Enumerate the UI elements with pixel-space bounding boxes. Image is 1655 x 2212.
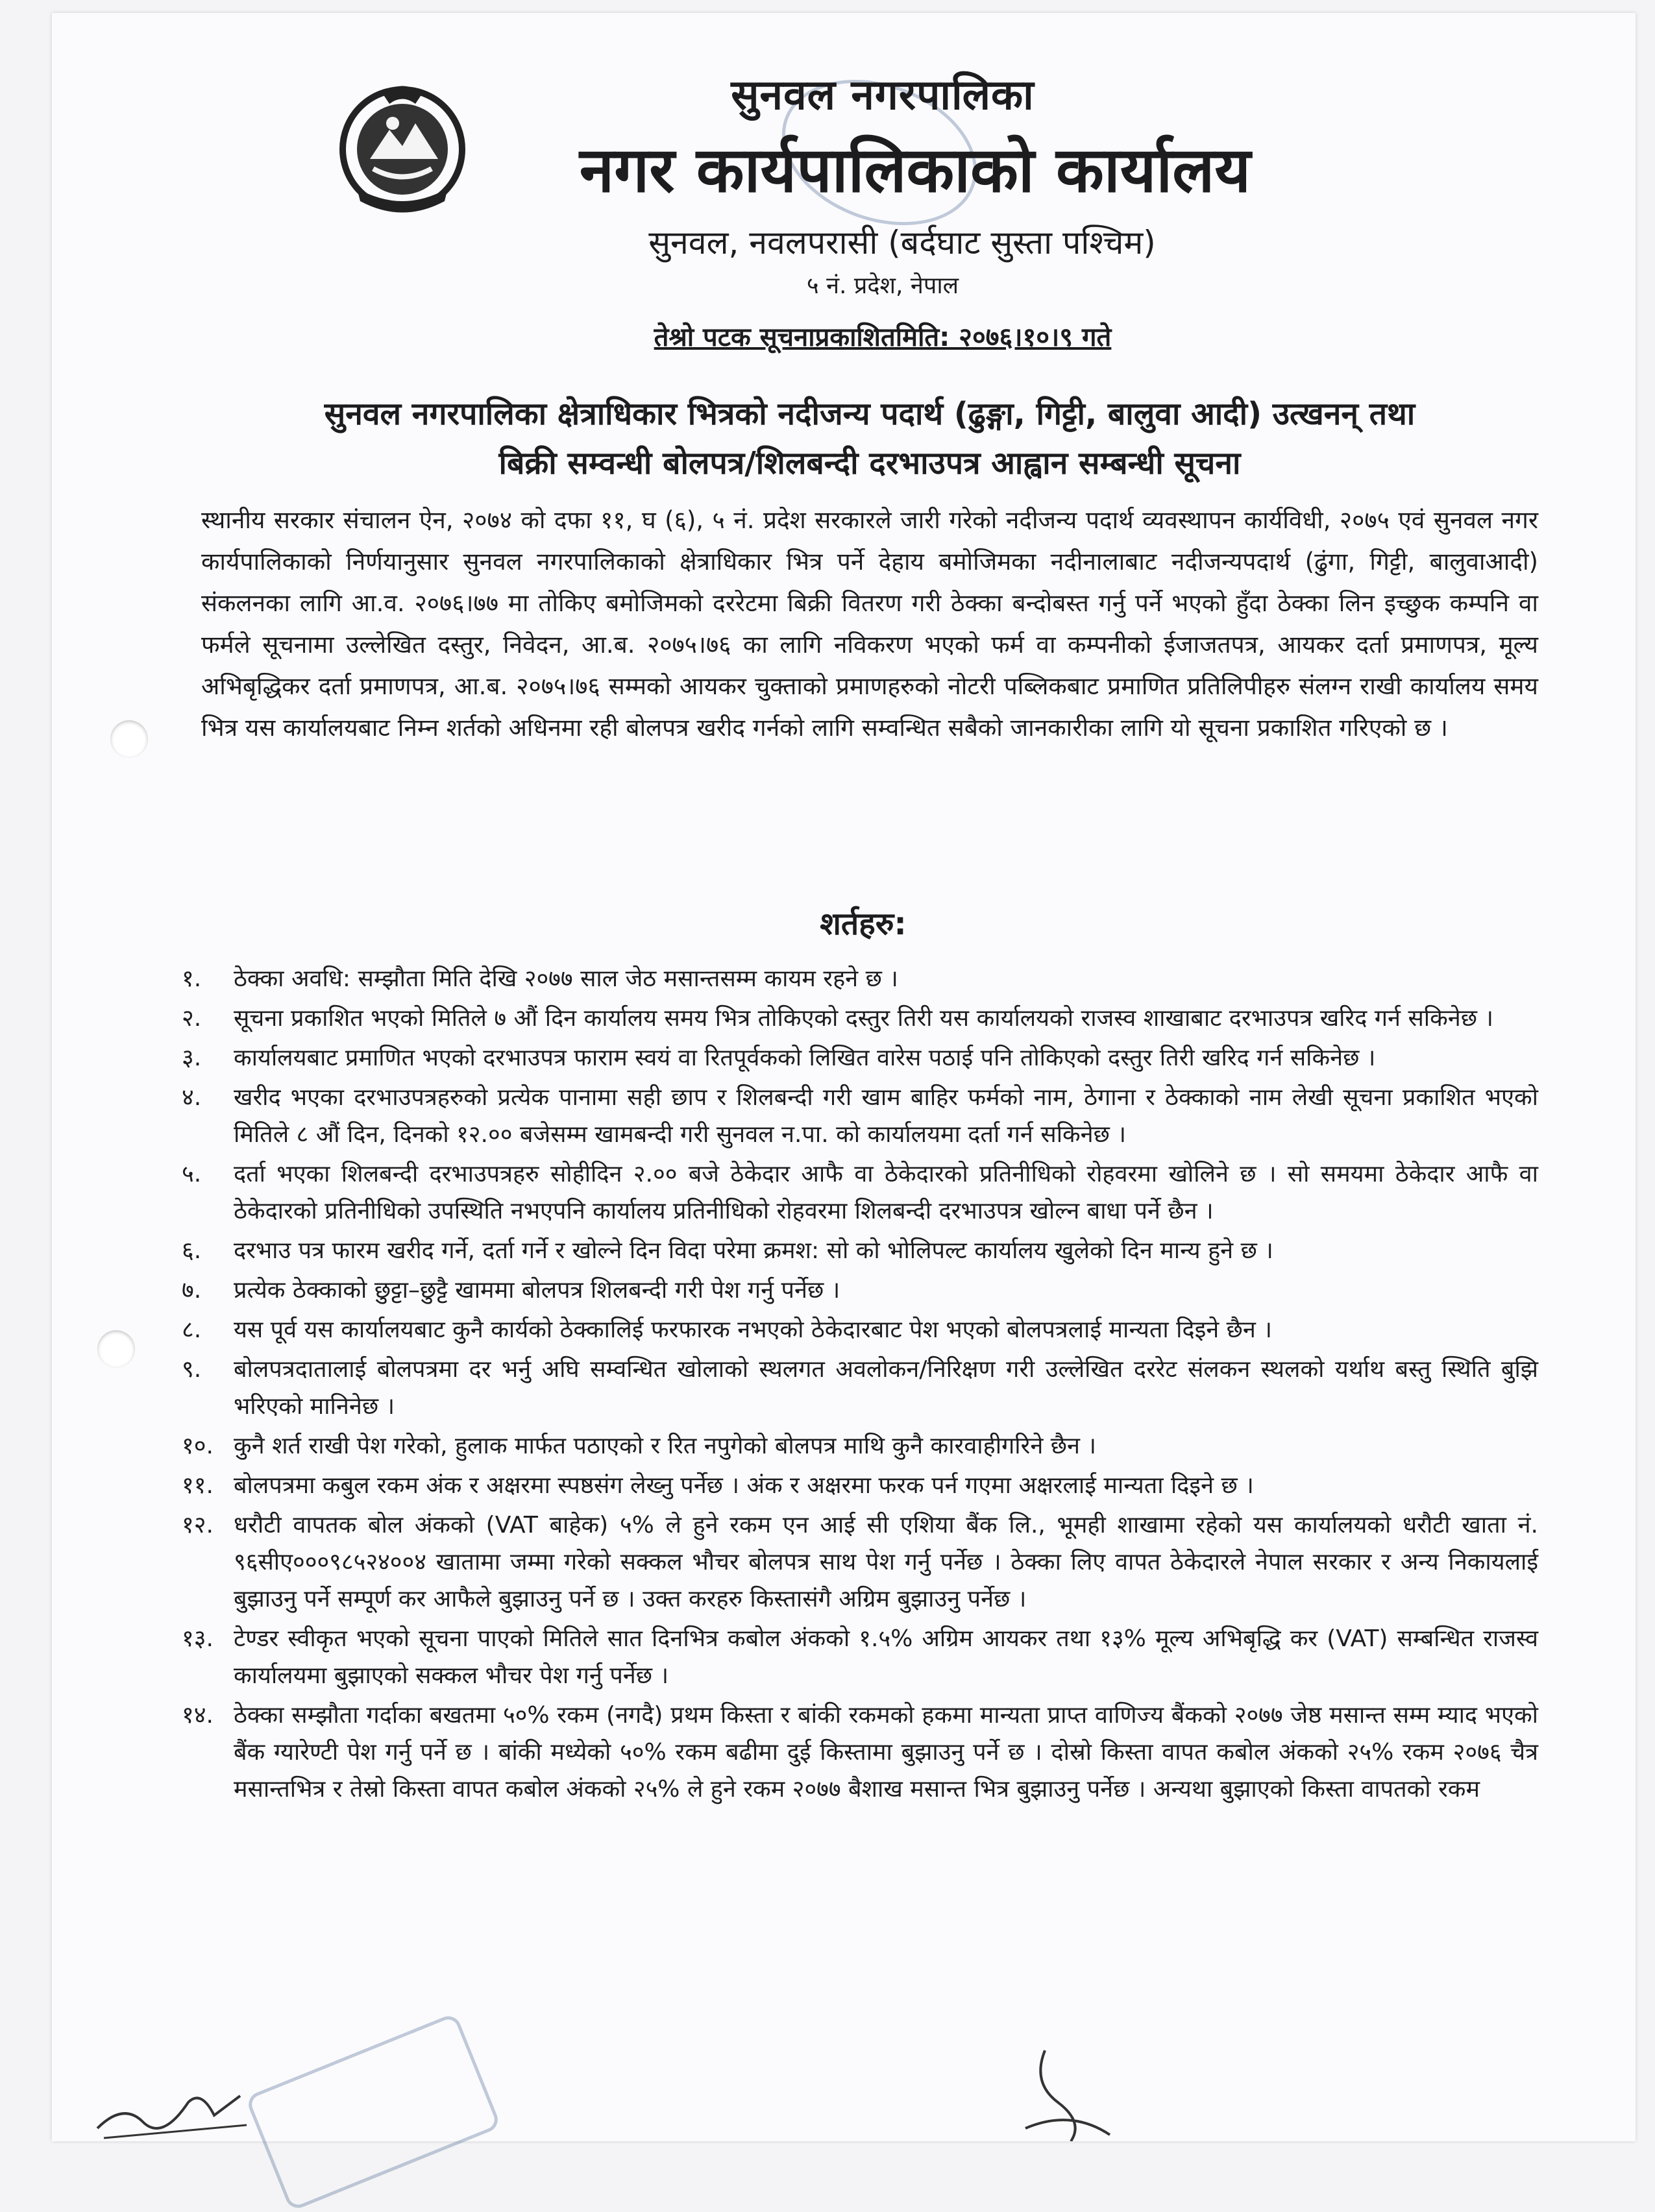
publication-date: तेश्रो पटक सूचनाप्रकाशितमिति: २०७६।१०।९ गते bbox=[654, 322, 1112, 352]
condition-text: ठेक्का सम्झौता गर्दाका बखतमा ५०% रकम (नगदै) प्रथम किस्ता र बांकी रकमको हकमा मान्यता प्राप्त वाणिज्य बैंकको २०७७ जेष्ठ मसान्त सम्म म्याद भएको बैंक ग्यारेण्टी पेश गर्नु पर्ने छ । बांकी मध्येको ५०% रकम बढीमा दुई किस्तामा बुझाउनु पर्ने छ । दोस्रो किस्ता वापत कबोल अंकको २५% रकम २०७६ चैत्र मसान्तभित्र र तेस्रो किस्ता वापत कबोल अंकको २५% ले हुने रकम २०७७ बैशाख मसान्त भित्र बुझाउनु पर्नेछ । अन्यथा बुझाएको किस्ता वापतको रकम bbox=[234, 1702, 1538, 1803]
condition-item bbox=[182, 1467, 1538, 1504]
condition-text: टेण्डर स्वीकृत भएको सूचना पाएको मितिले सात दिनभित्र कबोल अंकको १.५% अग्रिम आयकर तथा १३% मूल्य अभिबृद्धि कर (VAT) सम्बन्धित राजस्व कार्यालयमा बुझाएको सक्कल भौचर पेश गर्नु पर्नेछ । bbox=[234, 1625, 1538, 1689]
condition-number: ५. bbox=[182, 1161, 202, 1187]
condition-item bbox=[182, 1079, 1538, 1153]
notice-title bbox=[234, 389, 1506, 488]
punch-hole-bottom bbox=[97, 1330, 135, 1368]
condition-item bbox=[182, 1620, 1538, 1694]
condition-item bbox=[182, 1428, 1538, 1465]
condition-item bbox=[182, 1697, 1538, 1808]
condition-text: यस पूर्व यस कार्यालयबाट कुनै कार्यको ठेक्कालिई फरफारक नभएको ठेकेदारबाट पेश भएको बोलपत्रलाई मान्यता दिइने छैन । bbox=[234, 1317, 1272, 1343]
signature-right-icon bbox=[1019, 2044, 1214, 2141]
condition-text: कार्यालयबाट प्रमाणित भएको दरभाउपत्र फाराम स्वयं वा रितपूर्वकको लिखित वारेस पठाई पनि तोकिएको दस्तुर तिरी खरिद गर्न सकिनेछ । bbox=[234, 1045, 1376, 1071]
condition-item bbox=[182, 1507, 1538, 1618]
revenue-section-stamp bbox=[245, 2012, 502, 2211]
punch-hole-top bbox=[110, 720, 148, 758]
conditions-list bbox=[182, 960, 1538, 1810]
condition-number: ४. bbox=[182, 1084, 202, 1111]
condition-item bbox=[182, 1272, 1538, 1309]
condition-number: १३. bbox=[182, 1625, 214, 1652]
condition-text: ठेक्का अवधि: सम्झौता मिति देखि २०७७ साल जेठ मसान्तसम्म कायम रहने छ । bbox=[234, 966, 898, 992]
condition-number: ८. bbox=[182, 1317, 202, 1343]
condition-number: २. bbox=[182, 1005, 202, 1032]
letterhead bbox=[52, 65, 1636, 300]
municipality-name: सुनवल नगरपालिका bbox=[731, 71, 1035, 119]
condition-text: सूचना प्रकाशित भएको मितिले ७ औं दिन कार्यालय समय भित्र तोकिएको दस्तुर तिरी यस कार्यालयको राजस्व शाखाबाट दरभाउपत्र खरिद गर्न सकिनेछ । bbox=[234, 1005, 1494, 1032]
condition-text: धरौटी वापतक बोल अंकको (VAT बाहेक) ५% ले हुने रकम एन आई सी एशिया बैंक लि., भूमही शाखामा रहेको यस कार्यालयको धरौटी खाता नं. ९६सीए०००९८५२४००४ खातामा जम्मा गरेको सक्कल भौचर बोलपत्र साथ पेश गर्नु पर्नेछ । ठेक्का लिए वापत ठेकेदारले नेपाल सरकार र अन्य निकायलाई बुझाउनु पर्ने सम्पूर्ण कर आफैले बुझाउनु पर्ने छ । उक्त करहरु किस्तासंगै अग्रिम बुझाउनु पर्नेछ । bbox=[234, 1512, 1538, 1612]
condition-number: १४. bbox=[182, 1702, 214, 1729]
signature-left-icon bbox=[91, 2076, 260, 2141]
province-line: ५ नं. प्रदेश, नेपाल bbox=[806, 273, 959, 299]
condition-text: प्रत्येक ठेक्काको छुट्टा–छुट्टै खाममा बोलपत्र शिलबन्दी गरी पेश गर्नु पर्नेछ । bbox=[234, 1277, 840, 1304]
condition-text: बोलपत्रदातालाई बोलपत्रमा दर भर्नु अघि सम्वन्धित खोलाको स्थलगत अवलोकन/निरिक्षण गरी उल्लेखित दररेट संलकन स्थलको यर्थाथ बस्तु स्थिति बुझि भरिएको मानिनेछ । bbox=[234, 1356, 1538, 1420]
intro-paragraph: स्थानीय सरकार संचालन ऐन, २०७४ को दफा ११, घ (६), ५ नं. प्रदेश सरकारले जारी गरेको नदीजन्य पदार्थ व्यवस्थापन कार्यविधी, २०७५ एवं सुनवल नगर कार्यपालिकाको निर्णयानुसार सुनवल नगरपालिकाको क्षेत्राधिकार भित्र पर्ने देहाय बमोजिमका नदीनालाबाट नदीजन्यपदार्थ (ढुंगा, गिट्टी, बालुवाआदी) संकलनका लागि आ.व. २०७६।७७ मा तोकिए बमोजिमको दररेटमा बिक्री वितरण गरी ठेक्का बन्दोबस्त गर्नु पर्ने भएको हुँदा ठेक्का लिन इच्छुक कम्पनि वा फर्मले सूचनामा उल्लेखित दस्तुर, निवेदन, आ.ब. २०७५।७६ का लागि नविकरण भएको फर्म वा कम्पनीको ईजाजतपत्र, आयकर दर्ता प्रमाणपत्र, मूल्य अभिबृद्धिकर दर्ता प्रमाणपत्र, आ.ब. २०७५।७६ सम्मको आयकर चुक्ताको प्रमाणहरुको नोटरी पब्लिकबाट प्रमाणित प्रतिलिपीहरु संलग्न राखी कार्यालय समय भित्र यस कार्यालयबाट निम्न शर्तको अधिनमा रही बोलपत्र खरीद गर्नको लागि सम्वन्धित सबैको जानकारीका लागि यो सूचना प्रकाशित गरिएको छ । bbox=[201, 506, 1538, 742]
notice-title-line-1: सुनवल नगरपालिका क्षेत्राधिकार भित्रको नदीजन्य पदार्थ (ढुङ्गा, गिट्टी, बालुवा आदी) उत्खनन् तथा bbox=[324, 396, 1416, 432]
condition-item bbox=[182, 1039, 1538, 1076]
condition-number: १. bbox=[182, 966, 202, 992]
condition-text: दरभाउ पत्र फारम खरीद गर्ने, दर्ता गर्ने र खोल्ने दिन विदा परेमा क्रमश: सो को भोलिपल्ट कार्यालय खुलेको दिन मान्य हुने छ । bbox=[234, 1237, 1273, 1264]
condition-number: १२. bbox=[182, 1512, 214, 1538]
condition-item bbox=[182, 1000, 1538, 1037]
condition-text: बोलपत्रमा कबुल रकम अंक र अक्षरमा स्पष्ठसंग लेख्नु पर्नेछ । अंक र अक्षरमा फरक पर्न गएमा अक्षरलाई मान्यता दिइने छ । bbox=[234, 1472, 1254, 1499]
condition-number: ९. bbox=[182, 1356, 202, 1383]
condition-text: दर्ता भएका शिलबन्दी दरभाउपत्रहरु सोहीदिन २.०० बजे ठेकेदार आफै वा ठेकेदारको प्रतिनीधिको रोहवरमा खोलिने छ । सो समयमा ठेकेदार आफै वा ठेकेदारको प्रतिनीधिको उपस्थिति नभएपनि कार्यालय प्रतिनीधिको रोहवरमा शिलबन्दी दरभाउपत्र खोल्न बाधा पर्ने छैन । bbox=[234, 1161, 1538, 1224]
condition-item bbox=[182, 1351, 1538, 1425]
condition-text: कुनै शर्त राखी पेश गरेको, हुलाक मार्फत पठाएको र रित नपुगेको बोलपत्र माथि कुनै कारवाहीगरिने छैन । bbox=[234, 1433, 1097, 1459]
document-page bbox=[52, 13, 1636, 2141]
notice-title-line-2: बिक्री सम्वन्धी बोलपत्र/शिलबन्दी दरभाउपत्र आह्वान सम्बन्धी सूचना bbox=[498, 445, 1241, 481]
condition-item bbox=[182, 1156, 1538, 1230]
condition-number: ७. bbox=[182, 1277, 202, 1304]
condition-number: १०. bbox=[182, 1433, 214, 1459]
condition-item bbox=[182, 1232, 1538, 1269]
conditions-heading: शर्तहरु: bbox=[820, 906, 907, 942]
condition-item bbox=[182, 1311, 1538, 1348]
condition-number: ६. bbox=[182, 1237, 202, 1264]
condition-number: ११. bbox=[182, 1472, 214, 1499]
condition-number: ३. bbox=[182, 1045, 202, 1071]
condition-item bbox=[182, 960, 1538, 997]
condition-text: खरीद भएका दरभाउपत्रहरुको प्रत्येक पानामा सही छाप र शिलबन्दी गरी खाम बाहिर फर्मको नाम, ठेगाना र ठेक्काको नाम लेखी सूचना प्रकाशित भएको मितिले ८ औं दिन, दिनको १२.०० बजेसम्म खामबन्दी गरी सुनवल न.पा. को कार्यालयमा दर्ता गर्न सकिनेछ । bbox=[234, 1084, 1538, 1148]
office-address: सुनवल, नवलपरासी (बर्दघाट सुस्ता पश्चिम) bbox=[648, 224, 1156, 261]
office-name: नगर कार्यपालिकाको कार्यालय bbox=[579, 134, 1251, 206]
